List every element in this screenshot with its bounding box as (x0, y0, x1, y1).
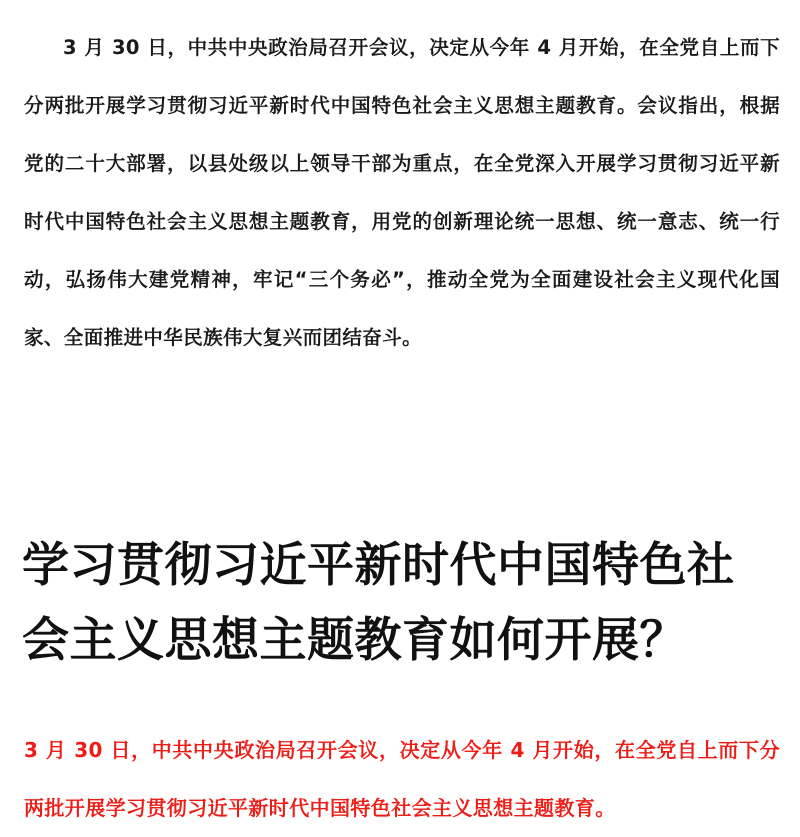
section-heading: 学习贯彻习近平新时代中国特色社会主义思想主题教育如何开展？ (22, 538, 735, 668)
highlighted-red-paragraph: 3 月 30 日，中共中央政治局召开会议，决定从今年 4 月开始，在全党自上而下分两批开展学习贯彻习近平新时代中国特色社会主义思想主题教育。 (24, 738, 780, 820)
intro-paragraph: 3 月 30 日，中共中央政治局召开会议，决定从今年 4 月开始，在全党自上而下分两批开展学习贯彻习近平新时代中国特色社会主义思想主题教育。会议指出，根据党的二十大部署，以县处级以上领导干部为重点，在全党深入开展学习贯彻习近平新时代中国特色社会主义思想主题教育，用党的创新理论统一思想、统一意志、统一行动，弘扬伟大建党精神，牢记“三个务必”，推动全党为全面建设社会主义现代化国家、全面推进中华民族伟大复兴而团结奋斗。 (24, 36, 780, 349)
